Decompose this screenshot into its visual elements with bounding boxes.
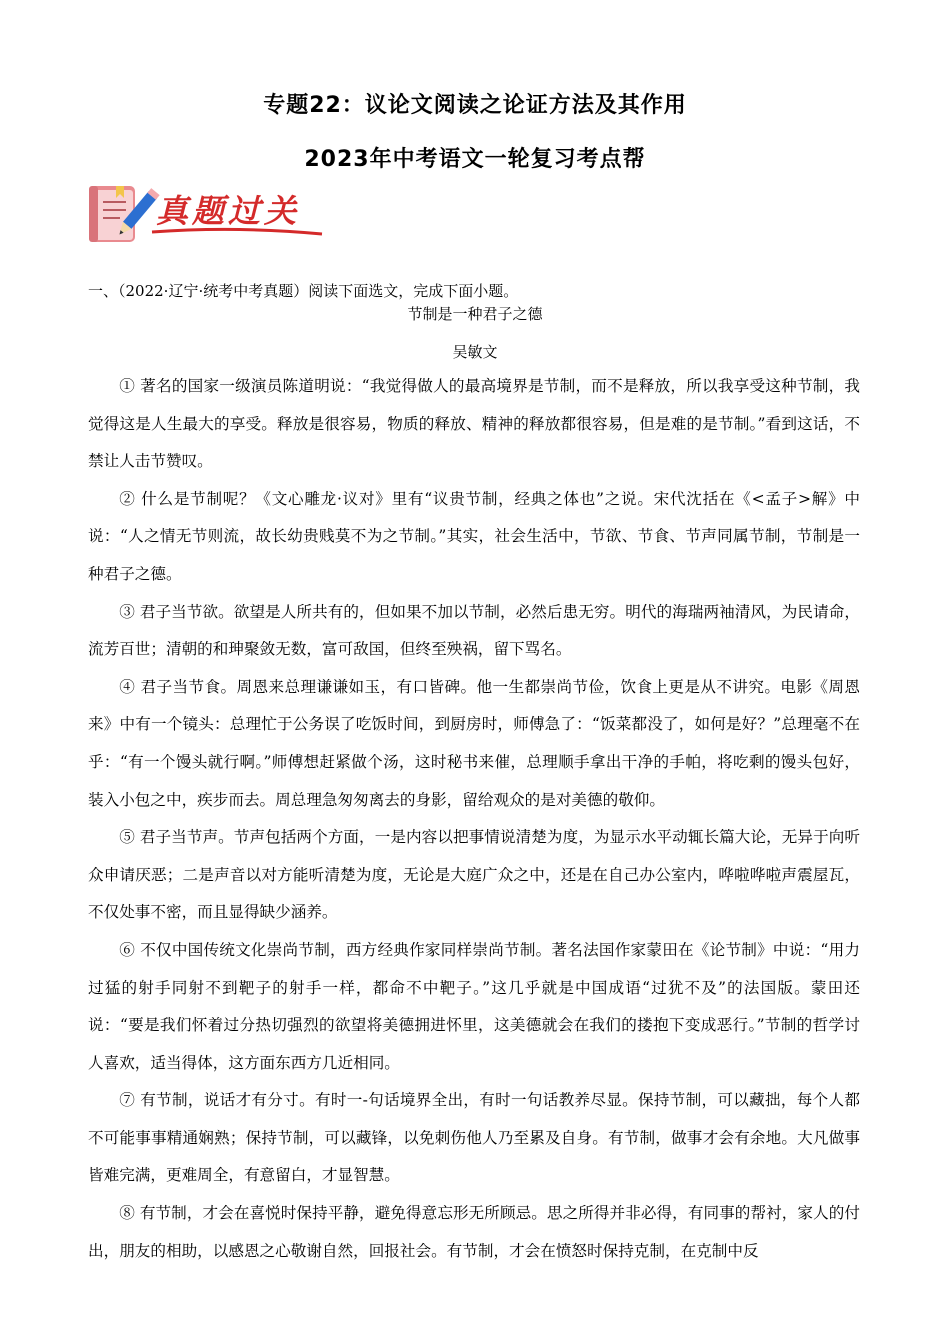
book-pages-shape <box>95 190 133 240</box>
paragraph-1: ① 著名的国家一级演员陈道明说：“我觉得做人的最高境界是节制，而不是释放，所以我享受这种节制，我觉得这是人生最大的享受。释放是很容易，物质的释放、精神的释放都很容易，但是难的是节制。”看到这话，不禁让人击节赞叹。 <box>88 377 860 471</box>
paragraph-2: ② 什么是节制呢？《文心雕龙·议对》里有“议贵节制，经典之体也”之说。宋代沈括在《<孟子>解》中说：“人之情无节则流，故长幼贵贱莫不为之节制。”其实，社会生活中，节欲、节食、节声同属节制，节制是一种君子之德。 <box>88 489 860 583</box>
page-title: 专题22：议论文阅读之论证方法及其作用 <box>263 93 687 118</box>
paragraph-8: ⑧ 有节制，才会在喜悦时保持平静，避免得意忘形无所顾忌。思之所得并非必得，有同事的帮衬，家人的付出，朋友的相助，以感恩之心敬谢自然，回报社会。有节制，才会在愤怒时保持克制，在克制中反 <box>88 1204 860 1260</box>
book-spine-shape <box>89 186 98 242</box>
paragraph-3: ③ 君子当节欲。欲望是人所共有的，但如果不加以节制，必然后患无穷。明代的海瑞两袖清风，为民请命，流芳百世；清朝的和珅聚敛无数，富可敌国，但终至殃祸，留下骂名。 <box>88 602 860 659</box>
paragraph-6: ⑥ 不仅中国传统文化崇尚节制，西方经典作家同样崇尚节制。著名法国作家蒙田在《论节制》中说：“用力过猛的射手同射不到靶子的射手一样，都命不中靶子。”这几乎就是中国成语“过犹不及”的法国版。蒙田还说：“要是我们怀着过分热切强烈的欲望将美德拥进怀里，这美德就会在我们的搂抱下变成恶行。”节制的哲学讨人喜欢，适当得体，这方面东西方几近相同。 <box>88 940 860 1072</box>
paragraph-5: ⑤ 君子当节声。节声包括两个方面，一是内容以把事情说清楚为度，为显示水平动辄长篇大论，无异于向听众申请厌恶；二是声音以对方能听清楚为度，无论是大庭广众之中，还是在自己办公室内，哗啦哗啦声震屋瓦，不仅处事不密，而且显得缺少涵养。 <box>88 828 860 922</box>
zhenti-guoguan-banner <box>86 182 326 248</box>
paragraph-7: ⑦ 有节制，说话才有分寸。有时一-句话境界全出，有时一句话教养尽显。保持节制，可以藏拙，每个人都不可能事事精通娴熟；保持节制，可以藏锋，以免刺伤他人乃至累及自身。有节制，做事才会有余地。大凡做事皆难完满，更难周全，有意留白，才显智慧。 <box>88 1091 860 1185</box>
page-subtitle: 2023年中考语文一轮复习考点帮 <box>304 147 646 172</box>
article-author: 吴敏文 <box>452 343 498 361</box>
paragraph-4: ④ 君子当节食。周恩来总理谦谦如玉，有口皆碑。他一生都崇尚节俭，饮食上更是从不讲究。电影《周恩来》中有一个镜头：总理忙于公务误了吃饭时间，到厨房时，师傅急了：“饭菜都没了，如何是好？”总理毫不在乎：“有一个馒头就行啊。”师傅想赶紧做个汤，这时秘书来催，总理顺手拿出干净的手帕，将吃剩的馒头包好，装入小包之中，疾步而去。周总理急匆匆离去的身影，留给观众的是对美德的敬仰。 <box>88 677 860 809</box>
article-body <box>88 368 860 1270</box>
question-header: 一、（2022·辽宁·统考中考真题）阅读下面选文，完成下面小题。 <box>88 282 519 300</box>
notebook-pencil-icon <box>86 182 326 248</box>
article-title: 节制是一种君子之德 <box>407 305 543 323</box>
banner-text: 真题过关 <box>156 192 301 230</box>
